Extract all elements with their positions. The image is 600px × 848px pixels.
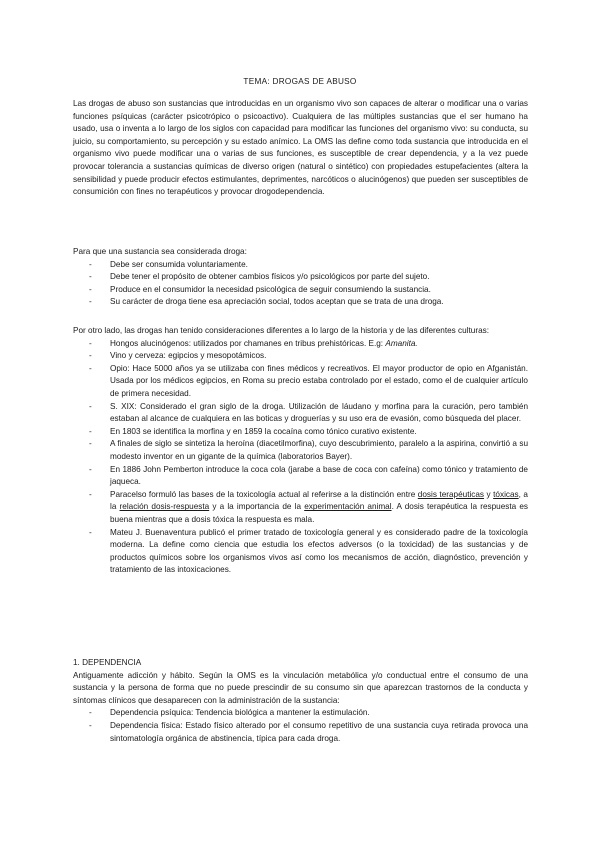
dependence-paragraph: Antiguamente adicción y hábito. Según la OMS es la vinculación metabólica y/o conductual entre el consumo de una sustancia y la persona de forma que no puede prescindir de su consumo sin que aparezcan trastornos de la conducta y síntomas clínicos que desaparecen con la administración de la sustancia: xyxy=(73,670,528,705)
conditions-list xyxy=(73,259,528,309)
list-item xyxy=(73,338,528,351)
intro-paragraph: Las drogas de abuso son sustancias que introducidas en un organismo vivo son capaces de alterar o modificar una o varias funciones psíquicas (carácter psicotrópico o psicoactivo). Cualquiera de las múltiples sustancias que el ser humano ha usado, usa o inventa a lo largo de los siglos con capacidad para modificar las funciones del organismo vivo: su conducta, su juicio, su comportamiento, su percepción y su estado anímico. La OMS las define como toda sustancia que introducida en el organismo vivo puede modificar una o varias de sus funciones, es susceptible de crear dependencia, y a la vez puede provocar tolerancia a sustancias químicas de diverso origen (natural o sintético) con propiedades estupefacientes (altera la sensibilidad y puede producir efectos estimulantes, deprimentes, narcóticos o alucinógenos) que pueden ser susceptibles de consumición con fines no terapéuticos y provocar drogodependencia. xyxy=(73,99,528,197)
section-heading: 1. DEPENDENCIA xyxy=(73,658,142,667)
list-item: - Debe ser consumida voluntariamente. xyxy=(73,259,528,272)
history-item-text: Hongos alucinógenos: utilizados por chamanes en tribus prehistóricas. E.g: xyxy=(110,338,386,348)
list-item: - Vino y cerveza: egipcios y mesopotámicos. xyxy=(73,350,528,363)
history-section xyxy=(73,325,528,577)
list-item: - Dependencia física: Estado físico alterado por el consumo repetitivo de una sustancia cuya retirada provoca una sintomatología orgánica de abstinencia, típica para cada droga. xyxy=(73,720,528,745)
list-item: - Su carácter de droga tiene esa apreciación social, todos aceptan que se trata de una droga. xyxy=(73,296,528,309)
dependence-section xyxy=(73,657,528,745)
list-item: - En 1803 se identifica la morfina y en 1859 la cocaína como tónico curativo existente. xyxy=(73,426,528,439)
dependence-list xyxy=(73,707,528,745)
underlined-term: dosis terapéuticas xyxy=(417,489,485,499)
list-item: - Debe tener el propósito de obtener cambios físicos y/o psicológicos por parte del sujeto. xyxy=(73,271,528,284)
item-text: y xyxy=(484,489,494,499)
item-text: , a la xyxy=(110,489,528,512)
conditions-lead: Para que una sustancia sea considerada droga: xyxy=(73,247,247,256)
underlined-term: tóxicas xyxy=(493,489,519,499)
list-item: - En 1886 John Pemberton introduce la coca cola (jarabe a base de coca con cafeína) como tónico y tratamiento de jaqueca. xyxy=(73,464,528,489)
list-item: - Dependencia psíquica: Tendencia biológica a mantener la estimulación. xyxy=(73,707,528,720)
underlined-term: experimentación animal xyxy=(304,502,392,512)
list-item: - Opio: Hace 5000 años ya se utilizaba con fines médicos y recreativos. El mayor productor de opio en Afganistán. Usada por los médicos egipcios, en Roma su precio estaba controlado por el estado, como el de cualquier artículo de primera necesidad. xyxy=(73,363,528,401)
page-title: TEMA: DROGAS DE ABUSO xyxy=(243,77,357,86)
list-item: - S. XIX: Considerado el gran siglo de la droga. Utilización de láudano y morfina para la curación, pero también estaban al alcance de cualquiera en las boticas y droguerías y su uso era de evasión, como búsqueda del placer. xyxy=(73,401,528,426)
item-text: . A dosis terapéutica la respuesta es buena mientras que a dosis tóxica la respuesta es mala. xyxy=(110,502,528,524)
underlined-term: relación dosis-respuesta xyxy=(119,502,210,512)
species-name: Amanita. xyxy=(385,338,418,348)
item-text: Paracelso formuló las bases de la toxicología actual al referirse a la distinción entre xyxy=(110,489,418,499)
list-item: - A finales de siglo se sintetiza la heroína (diacetilmorfina), cuyo descubrimiento, paralelo a la aspirina, convirtió a su modesto inventor en un gigante de la química (laboratorios Bayer). xyxy=(73,438,528,463)
history-lead: Por otro lado, las drogas han tenido consideraciones diferentes a lo largo de la historia y de las diferentes culturas: xyxy=(73,326,489,335)
list-item xyxy=(73,489,528,527)
history-list xyxy=(73,338,528,577)
list-item: - Mateu J. Buenaventura publicó el primer tratado de toxicología general y es considerado padre de la toxicología moderna. La define como ciencia que estudia los efectos adversos (o la toxicidad) de las sustancias y de productos químicos sobre los organismos vivos así como los mecanismos de acción, diagnóstico, prevención y tratamiento de las intoxicaciones. xyxy=(73,527,528,577)
item-text: y a la importancia de la xyxy=(209,502,305,512)
list-item: - Produce en el consumidor la necesidad psicológica de seguir consumiendo la sustancia. xyxy=(73,284,528,297)
conditions-section xyxy=(73,246,528,309)
